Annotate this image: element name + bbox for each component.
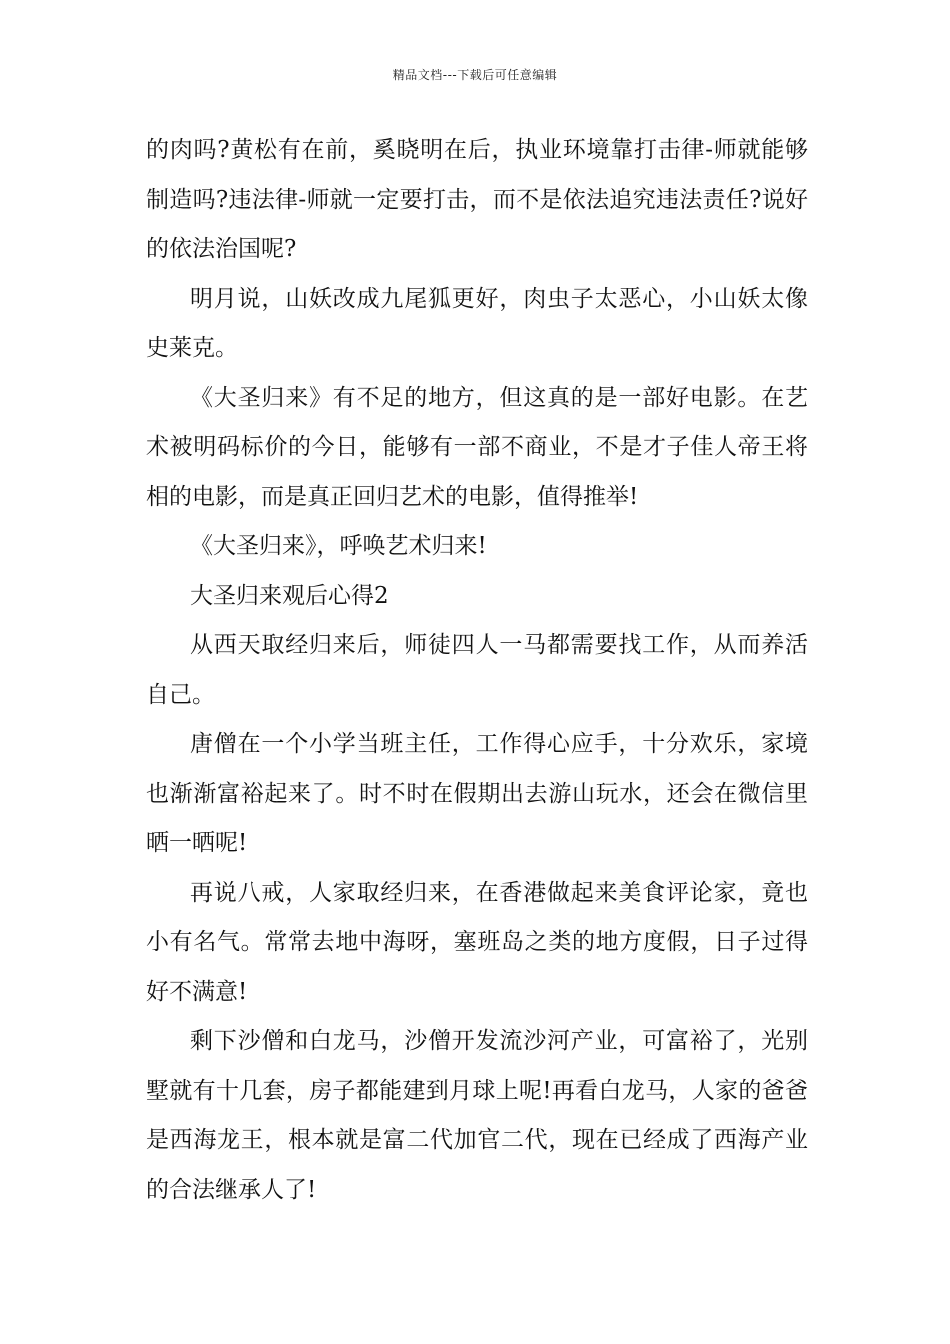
paragraph: 剩下沙僧和白龙马，沙僧开发流沙河产业，可富裕了，光别墅就有十几套，房子都能建到月球上呢!再看白龙马，人家的爸爸是西海龙王，根本就是富二代加官二代，现在已经成了西海产业的合法继承人了!	[146, 1028, 808, 1203]
page-header: 精品文档---下载后可任意编辑	[392, 68, 558, 82]
document-body	[146, 126, 808, 1215]
paragraph: 《大圣归来》，呼唤艺术归来!	[190, 533, 487, 559]
paragraph: 唐僧在一个小学当班主任，工作得心应手，十分欢乐，家境也渐渐富裕起来了。时不时在假期出去游山玩水，还会在微信里晒一晒呢!	[146, 731, 808, 856]
paragraph: 从西天取经归来后，师徒四人一马都需要找工作，从而养活自己。	[146, 632, 808, 708]
section-heading: 大圣归来观后心得2	[190, 582, 389, 609]
paragraph: 明月说，山妖改成九尾狐更好，肉虫子太恶心，小山妖太像史莱克。	[146, 285, 808, 361]
paragraph: 的肉吗?黄松有在前，奚晓明在后，执业环境靠打击律-师就能够制造吗?违法律-师就一定要打击，而不是依法追究违法责任?说好的依法治国呢?	[146, 137, 808, 262]
paragraph: 《大圣归来》有不足的地方，但这真的是一部好电影。在艺术被明码标价的今日，能够有一部不商业，不是才子佳人帝王将相的电影，而是真正回归艺术的电影，值得推举!	[146, 384, 808, 510]
paragraph: 再说八戒，人家取经归来，在香港做起来美食评论家，竟也小有名气。常常去地中海呀，塞班岛之类的地方度假，日子过得好不满意!	[146, 879, 808, 1005]
